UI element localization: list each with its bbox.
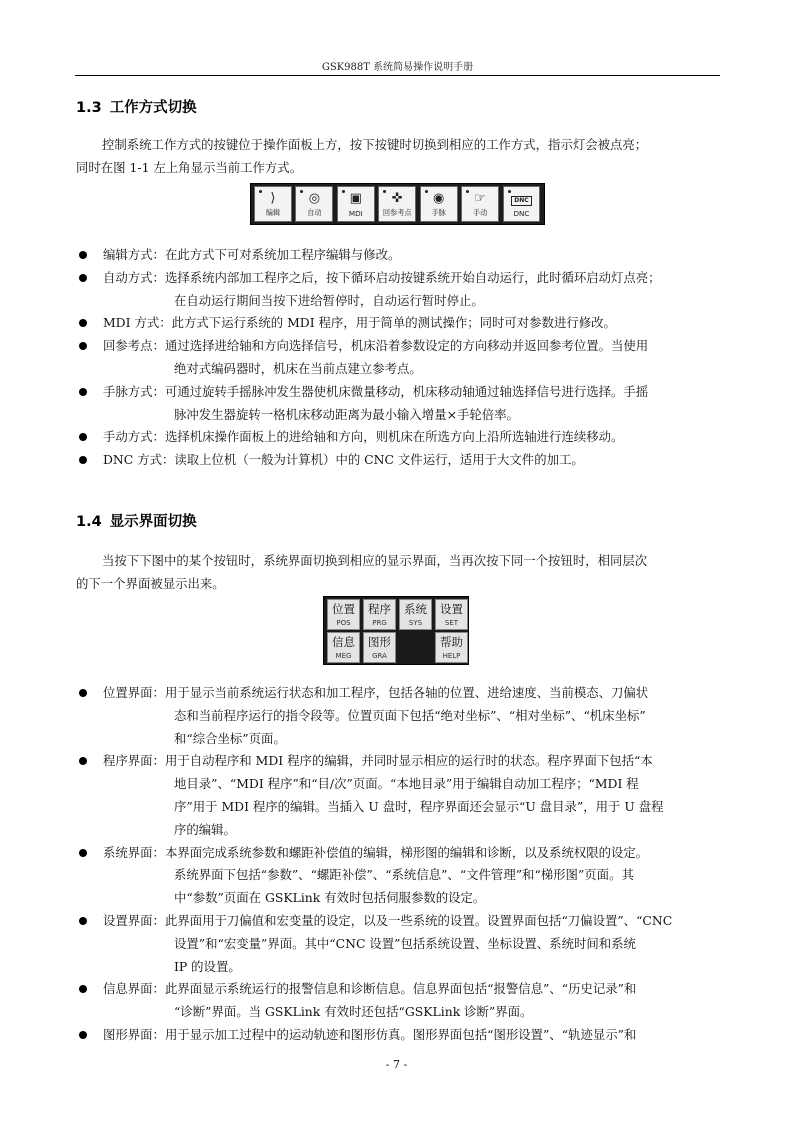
list-text: 和“综合坐标”页面。 bbox=[174, 730, 286, 746]
intro-line: 同时在图 1-1 左上角显示当前工作方式。 bbox=[76, 160, 303, 175]
intro-line: 当按下下图中的某个按钮时，系统界面切换到相应的显示界面，当再次按下同一个按钮时，相同层次 bbox=[102, 553, 648, 568]
section-1-3-intro bbox=[76, 133, 720, 179]
list-text: 系统界面：本界面完成系统参数和螺距补偿值的编辑，梯形图的编辑和诊断，以及系统权限的设定。 bbox=[103, 844, 649, 860]
handwheel-icon: ◉ bbox=[432, 191, 445, 206]
blank-key-slot bbox=[399, 632, 432, 663]
intro-line: 的下一个界面被显示出来。 bbox=[76, 576, 225, 591]
list-item bbox=[76, 750, 720, 841]
list-item bbox=[76, 978, 720, 1024]
bullet-icon bbox=[79, 388, 87, 396]
bullet-icon bbox=[79, 1031, 87, 1039]
edit-mode-key[interactable] bbox=[254, 186, 292, 222]
list-text: 地目录”、“MDI 程序”和“目/次”页面。“本地目录”用于编辑自动加工程序；“MDI 程 bbox=[174, 776, 639, 792]
list-item bbox=[76, 244, 720, 267]
list-text: 手脉方式：可通过旋转手摇脉冲发生器使机床微量移动，机床移动轴通过轴选择信号进行选择。手摇 bbox=[103, 383, 649, 399]
auto-icon: ◎ bbox=[308, 191, 321, 206]
list-text: 中“参数”页面在 GSKLink 有效时包括伺服参数的设定。 bbox=[174, 890, 486, 906]
bullet-icon bbox=[79, 251, 87, 259]
set-key[interactable] bbox=[435, 599, 468, 630]
mdi-icon: ▣ bbox=[349, 191, 362, 206]
list-text: DNC 方式：读取上位机（一般为计算机）中的 CNC 文件运行，适用于大文件的加工。 bbox=[103, 452, 584, 468]
section-1-4-intro bbox=[76, 549, 720, 595]
list-text: 程序界面：用于自动程序和 MDI 程序的编辑，并同时显示相应的运行时的状态。程序界面下包括“本 bbox=[103, 753, 653, 769]
list-text: 在自动运行期间当按下进给暂停时，自动运行暂时停止。 bbox=[174, 292, 484, 308]
list-text: 绝对式编码器时，机床在当前点建立参考点。 bbox=[174, 360, 422, 376]
list-text: MDI 方式：此方式下运行系统的 MDI 程序，用于简单的测试操作；同时可对参数进行修改。 bbox=[103, 315, 616, 331]
list-text: “诊断”界面。当 GSKLink 有效时还包括“GSKLink 诊断”界面。 bbox=[174, 1004, 533, 1020]
header-divider bbox=[75, 75, 720, 76]
section-number: 1.3 bbox=[76, 100, 102, 116]
handwheel-mode-key[interactable] bbox=[420, 186, 458, 222]
section-heading-1-4 bbox=[76, 510, 197, 531]
key-label: 自动 bbox=[307, 208, 322, 217]
section-heading-1-3 bbox=[76, 96, 197, 117]
reference-point-mode-key[interactable] bbox=[378, 186, 416, 222]
page-number: - 7 - bbox=[385, 1058, 408, 1071]
list-text: 回参考点：通过选择进给轴和方向选择信号，机床沿着参数设定的方向移动并返回参考位置。当使用 bbox=[103, 338, 649, 354]
operation-mode-key-panel bbox=[250, 183, 545, 225]
list-text: 编辑方式：在此方式下可对系统加工程序编辑与修改。 bbox=[103, 247, 401, 262]
key-label-en: SYS bbox=[408, 619, 423, 627]
list-text: 系统界面下包括“参数”、“螺距补偿”、“系统信息”、“文件管理”和“梯形图”页面。其 bbox=[174, 867, 634, 883]
list-item bbox=[76, 842, 720, 910]
sys-key[interactable] bbox=[399, 599, 432, 630]
section-title: 工作方式切换 bbox=[109, 100, 197, 116]
list-item bbox=[76, 335, 720, 381]
list-item bbox=[76, 381, 720, 427]
list-text: 设置界面：此界面用于刀偏值和宏变量的设定，以及一些系统的设置。设置界面包括“刀偏设置”、“CNC bbox=[103, 912, 673, 928]
list-text: IP 的设置。 bbox=[174, 958, 241, 974]
key-label: DNC bbox=[513, 209, 530, 218]
key-label-zh: 帮助 bbox=[440, 635, 463, 649]
display-screen-key-panel bbox=[323, 596, 469, 665]
manual-mode-key[interactable] bbox=[461, 186, 499, 222]
key-label-zh: 程序 bbox=[368, 602, 391, 616]
gra-key[interactable] bbox=[363, 632, 396, 663]
key-label: 编辑 bbox=[265, 208, 281, 217]
mdi-mode-key[interactable] bbox=[337, 186, 375, 222]
list-item bbox=[76, 426, 720, 449]
help-key[interactable] bbox=[435, 632, 468, 663]
pos-key[interactable] bbox=[327, 599, 360, 630]
bullet-icon bbox=[79, 689, 87, 697]
key-label-en: PRG bbox=[372, 619, 387, 627]
list-item bbox=[76, 910, 720, 978]
mode-description-list bbox=[76, 244, 720, 472]
section-title: 显示界面切换 bbox=[109, 514, 197, 530]
key-label: 手脉 bbox=[431, 208, 446, 217]
dnc-icon: DNC bbox=[511, 196, 531, 206]
running-header: GSK988T 系统简易操作说明手册 bbox=[321, 62, 474, 73]
list-text: 序”用于 MDI 程序的编辑。当插入 U 盘时，程序界面还会显示“U 盘目录”，用于 U 盘程 bbox=[174, 798, 664, 814]
dnc-mode-key[interactable] bbox=[503, 186, 541, 222]
prg-key[interactable] bbox=[363, 599, 396, 630]
list-item bbox=[76, 1024, 720, 1047]
reference-point-icon: ✜ bbox=[391, 191, 403, 206]
edit-icon: ⟩ bbox=[270, 191, 276, 206]
key-label-zh: 图形 bbox=[368, 635, 391, 649]
key-label-en: POS bbox=[336, 619, 351, 627]
intro-line: 控制系统工作方式的按键位于操作面板上方，按下按键时切换到相应的工作方式，指示灯会被点亮； bbox=[102, 137, 648, 152]
screen-description-list bbox=[76, 682, 720, 1047]
bullet-icon bbox=[79, 917, 87, 925]
list-item bbox=[76, 267, 720, 313]
list-text: 自动方式：选择系统内部加工程序之后，按下循环启动按键系统开始自动运行，此时循环启动灯点亮； bbox=[103, 269, 661, 285]
bullet-icon bbox=[79, 849, 87, 857]
list-text: 手动方式：选择机床操作面板上的进给轴和方向，则机床在所选方向上沿所选轴进行连续移动。 bbox=[103, 429, 624, 445]
section-number: 1.4 bbox=[76, 514, 102, 530]
list-text: 脉冲发生器旋转一格机床移动距离为最小输入增量×手轮倍率。 bbox=[174, 406, 519, 422]
dnc-icon-wrap bbox=[504, 191, 540, 207]
key-label: MDI bbox=[348, 209, 363, 218]
list-item bbox=[76, 312, 720, 335]
list-text: 态和当前程序运行的指令段等。位置页面下包括“绝对坐标”、“相对坐标”、“机床坐标” bbox=[174, 707, 646, 723]
list-text: 信息界面：此界面显示系统运行的报警信息和诊断信息。信息界面包括“报警信息”、“历史记录”和 bbox=[103, 981, 637, 997]
bullet-icon bbox=[79, 274, 87, 282]
manual-hand-icon: ☞ bbox=[474, 191, 486, 206]
meg-key[interactable] bbox=[327, 632, 360, 663]
key-label-zh: 系统 bbox=[404, 602, 427, 616]
key-label-en: MEG bbox=[335, 652, 352, 660]
auto-mode-key[interactable] bbox=[295, 186, 333, 222]
key-label-en: SET bbox=[444, 619, 459, 627]
key-label-en: GRA bbox=[372, 652, 387, 660]
list-text: 图形界面：用于显示加工过程中的运动轨迹和图形仿真。图形界面包括“图形设置”、“轨迹显示”和 bbox=[103, 1026, 637, 1042]
list-item bbox=[76, 449, 720, 472]
key-label: 手动 bbox=[472, 208, 488, 217]
key-label-zh: 信息 bbox=[332, 635, 355, 649]
key-label-en: HELP bbox=[442, 652, 461, 660]
key-label-zh: 设置 bbox=[440, 602, 463, 616]
list-text: 设置”和“宏变量”界面。其中“CNC 设置”包括系统设置、坐标设置、系统时间和系统 bbox=[174, 935, 636, 951]
key-label: 回参考点 bbox=[382, 208, 412, 217]
key-label-zh: 位置 bbox=[332, 602, 355, 616]
list-text: 位置界面：用于显示当前系统运行状态和加工程序，包括各轴的位置、进给速度、当前模态、刀偏状 bbox=[103, 685, 649, 700]
list-text: 序的编辑。 bbox=[174, 821, 236, 837]
list-item bbox=[76, 682, 720, 750]
